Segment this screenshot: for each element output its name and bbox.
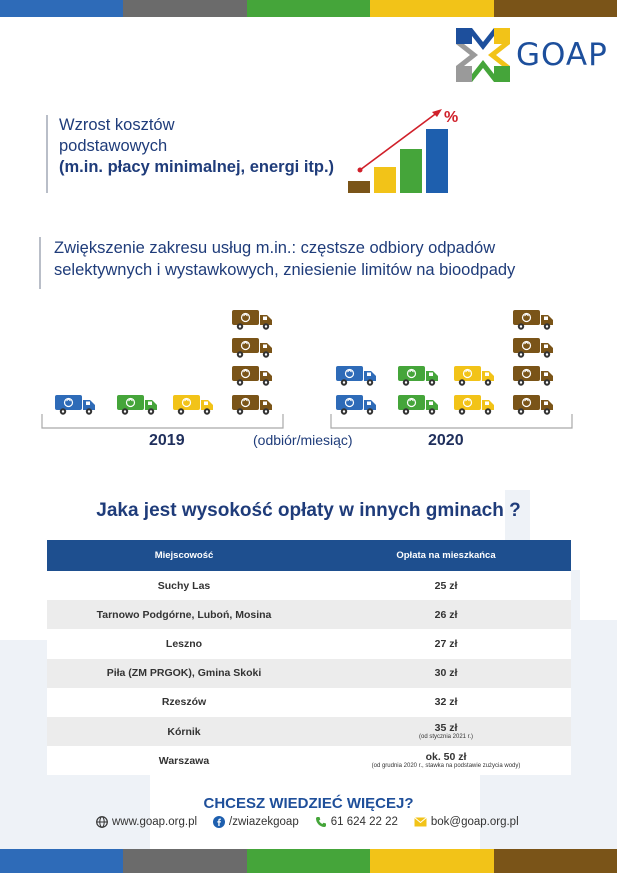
contact-bar: [96, 816, 519, 828]
table-row: [47, 688, 571, 717]
header-fee: Opłata na mieszkańca: [321, 540, 571, 571]
truck-green-icon: [117, 395, 157, 415]
truck-yellow-icon: [173, 395, 213, 415]
row-fee: 32 zł: [321, 688, 571, 717]
row-fee: 30 zł: [321, 659, 571, 688]
services-block: [39, 237, 515, 289]
website-link[interactable]: [96, 816, 197, 828]
percent-sign: %: [444, 109, 459, 126]
row-place: Tarnowo Podgórne, Luboń, Mosina: [47, 600, 321, 629]
truck-green-icon: [398, 366, 438, 386]
truck-brown-icon: [513, 338, 553, 358]
row-fee: 26 zł: [321, 600, 571, 629]
cost-line-1: Wzrost kosztów: [59, 116, 175, 134]
row-place: Kórnik: [47, 717, 321, 746]
question-heading: Jaka jest wysokość opłaty w innych gminach ?: [96, 500, 521, 521]
bracket-2020: [331, 414, 572, 428]
truck-brown-icon: [232, 338, 272, 358]
globe-icon: [96, 816, 108, 828]
header-place: Miejscowość: [47, 540, 321, 571]
year-2020: 2020: [428, 432, 464, 449]
row-place: Suchy Las: [47, 571, 321, 600]
row-fee: 27 zł: [321, 629, 571, 658]
phone-icon: [315, 816, 327, 828]
facebook-link[interactable]: [213, 816, 299, 828]
row-fee: ok. 50 zł (od grudnia 2020 r., stawka na podstawie zużycia wody): [321, 746, 571, 775]
facebook-icon: [213, 816, 225, 828]
logo-text: GOAP: [516, 37, 608, 73]
row-place: Rzeszów: [47, 688, 321, 717]
phone-link[interactable]: [315, 816, 398, 828]
table-row: [47, 600, 571, 629]
truck-brown-icon: [513, 366, 553, 386]
row-place: Piła (ZM PRGOK), Gmina Skoki: [47, 659, 321, 688]
facebook-text: /zwiazekgoap: [229, 816, 299, 828]
email-text: bok@goap.org.pl: [430, 816, 519, 828]
truck-yellow-icon: [454, 366, 494, 386]
phone-text: 61 624 22 22: [330, 816, 398, 828]
goap-logo: [456, 28, 608, 82]
top-color-stripes: [0, 0, 617, 17]
truck-brown-icon: [232, 395, 272, 415]
cost-growth-bars-icon: [346, 104, 466, 196]
row-place: Warszawa: [47, 746, 321, 775]
truck-green-icon: [398, 395, 438, 415]
truck-blue-icon: [55, 395, 95, 415]
email-link[interactable]: [414, 816, 519, 828]
bracket-2019: [42, 414, 283, 428]
table-row: [47, 571, 571, 600]
truck-blue-icon: [336, 366, 376, 386]
truck-brown-icon: [513, 310, 553, 330]
fee-table: [47, 540, 571, 775]
row-fee-note: (od stycznia 2021 r.): [418, 734, 474, 741]
website-text: www.goap.org.pl: [112, 816, 198, 828]
pickup-unit-label: (odbiór/miesiąc): [253, 432, 353, 448]
truck-yellow-icon: [454, 395, 494, 415]
row-fee-note: (od grudnia 2020 r., stawka na podstawie zużycia wody): [371, 763, 521, 770]
table-row: [47, 717, 571, 746]
table-row: [47, 629, 571, 658]
truck-brown-icon: [232, 310, 272, 330]
truck-blue-icon: [336, 395, 376, 415]
cost-line-3: (m.in. płacy minimalnej, energi itp.): [59, 158, 335, 176]
year-2019: 2019: [149, 432, 185, 449]
cost-line-2: podstawowych: [59, 137, 168, 155]
footer-title: CHCESZ WIEDZIEĆ WIĘCEJ?: [203, 795, 414, 812]
row-place: Leszno: [47, 629, 321, 658]
services-line-1: Zwiększenie zakresu usług m.in.: częstsze odbiory odpadów: [54, 239, 496, 257]
row-fee: 35 zł (od stycznia 2021 r.): [321, 717, 571, 746]
truck-brown-icon: [513, 395, 553, 415]
goap-logo-icon: [456, 28, 510, 82]
bottom-color-stripes: [0, 849, 617, 873]
table-row: [47, 659, 571, 688]
cost-increase-block: [46, 115, 334, 193]
envelope-icon: [414, 817, 427, 827]
row-fee: 25 zł: [321, 571, 571, 600]
services-line-2: selektywnych i wystawkowych, zniesienie limitów na bioodpady: [54, 261, 516, 279]
table-row: [47, 746, 571, 775]
truck-brown-icon: [232, 366, 272, 386]
